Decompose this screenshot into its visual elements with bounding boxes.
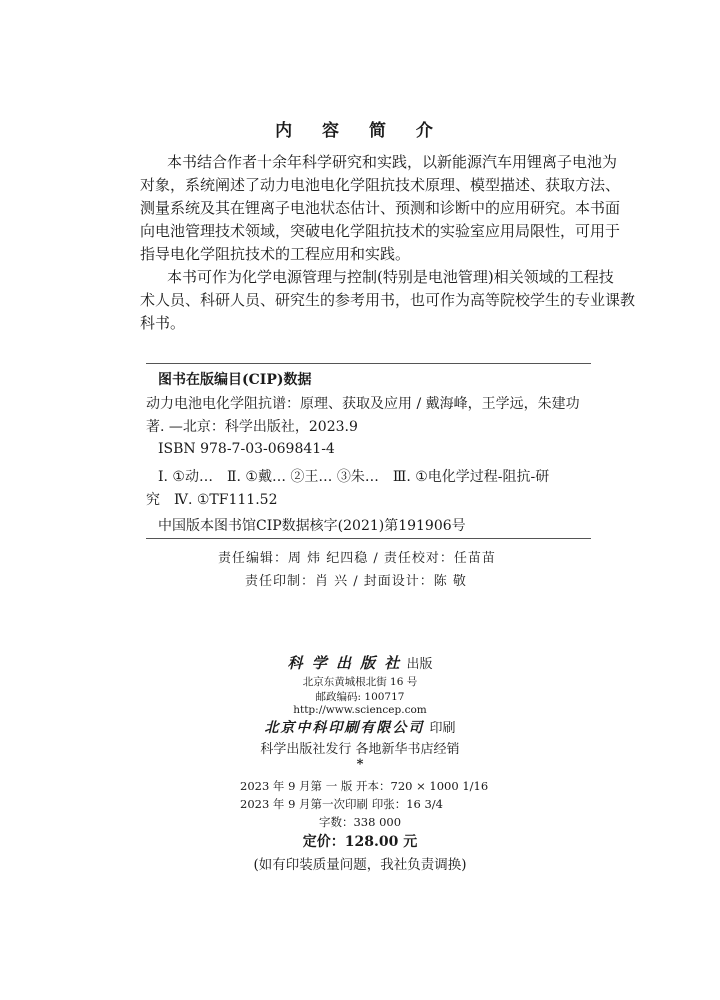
summary-line: 对象，系统阐述了动力电池电化学阻抗技术原理、模型描述、获取方法、 (140, 176, 621, 194)
word-count: 字数：338 000 (318, 815, 402, 829)
cip-title-line: 著. —北京：科学出版社，2023.9 (146, 419, 358, 435)
cip-bottom-rule (146, 538, 591, 539)
printing-line: 2023 年 9 月第一次印刷 印张：16 3/4 (240, 797, 444, 811)
publisher-address: 北京东黄城根北街 16 号 (302, 676, 418, 688)
cip-class-line: 究 Ⅳ. ①TF111.52 (146, 492, 278, 508)
summary-line: 向电池管理技术领域，突破电化学阻抗技术的实验室应用局限性，可用于 (140, 222, 621, 240)
replacement-note: (如有印装质量问题，我社负责调换) (253, 857, 467, 873)
edition-line: 2023 年 9 月第 一 版 开本：720 × 1000 1/16 (240, 779, 489, 793)
cip-heading: 图书在版编目(CIP)数据 (158, 372, 312, 388)
summary-line: 科书。 (140, 314, 186, 332)
summary-line: 本书可作为化学电源管理与控制(特别是电池管理)相关领域的工程技 (167, 268, 614, 286)
printer-line (0, 717, 720, 737)
cip-verification: 中国版本图书馆CIP数据核字(2021)第191906号 (158, 518, 466, 534)
publisher-name: 科 学 出 版 社 (287, 654, 402, 672)
distribution-line: 科学出版社发行 各地新华书店经销 (260, 742, 460, 757)
publisher-postcode: 邮政编码: 100717 (315, 691, 405, 703)
credits-editors: 责任编辑：周 炜 纪四稳 / 责任校对：任苗苗 (218, 551, 496, 566)
price: 定价：128.00 元 (302, 834, 418, 850)
publisher-line (0, 652, 720, 673)
cip-class-line: Ⅰ. ①动… Ⅱ. ①戴… ②王… ③朱… Ⅲ. ①电化学过程-阻抗-研 (158, 469, 550, 485)
credits-production: 责任印制：肖 兴 / 封面设计：陈 敬 (245, 574, 467, 589)
cip-isbn: ISBN 978-7-03-069841-4 (158, 441, 335, 457)
summary-title: 内 容 简 介 (275, 121, 445, 141)
summary-line: 测量系统及其在锂离子电池状态估计、预测和诊断中的应用研究。本书面 (140, 199, 621, 217)
publisher-suffix: 出版 (406, 657, 433, 672)
separator-star: * (356, 757, 364, 772)
printer-name: 北京中科印刷有限公司 (264, 720, 425, 736)
cip-top-rule (146, 363, 591, 364)
publisher-url: http://www.sciencep.com (293, 704, 427, 716)
printer-suffix: 印刷 (429, 721, 456, 736)
summary-line: 本书结合作者十余年科学研究和实践，以新能源汽车用锂离子电池为 (167, 153, 618, 171)
summary-line: 术人员、科研人员、研究生的参考用书，也可作为高等院校学生的专业课教 (140, 291, 636, 309)
summary-line: 指导电化学阻抗技术的工程应用和实践。 (140, 245, 411, 263)
cip-title-line: 动力电池电化学阻抗谱：原理、获取及应用 / 戴海峰，王学远，朱建功 (146, 396, 580, 412)
